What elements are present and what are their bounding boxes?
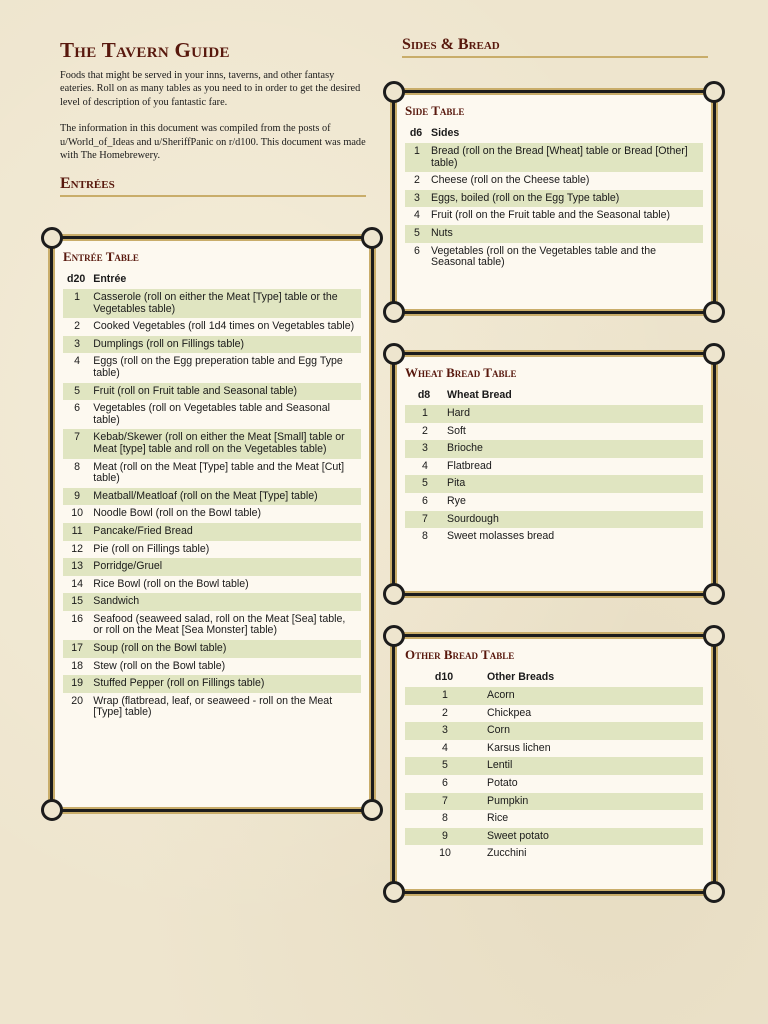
roll-result: Sweet potato xyxy=(483,828,703,846)
table-header-row xyxy=(405,668,703,687)
roll-result: Karsus lichen xyxy=(487,741,551,754)
table-row xyxy=(63,429,361,458)
roll-number: 1 xyxy=(405,687,483,705)
die-column-header: d20 xyxy=(67,273,86,285)
roll-result: Wrap (flatbread, leaf, or seaweed - roll on the Meat [Type] table) xyxy=(93,694,333,719)
roll-result: Hard xyxy=(443,405,703,423)
entree-table-title: Entrée Table xyxy=(63,249,139,264)
document-title: The Tavern Guide xyxy=(60,38,230,62)
table-row xyxy=(405,190,703,208)
roll-number: 7 xyxy=(405,511,443,529)
table-row xyxy=(63,505,361,523)
table-row xyxy=(405,810,703,828)
roll-number: 16 xyxy=(71,612,84,625)
roll-number: 20 xyxy=(71,694,84,707)
roll-result: Corn xyxy=(483,722,703,740)
roll-number: 14 xyxy=(71,577,84,590)
left-column xyxy=(60,38,366,197)
side-table xyxy=(405,124,703,272)
roll-result: Flatbread xyxy=(447,459,492,472)
frame-corner-ornament xyxy=(383,625,405,647)
die-column-header: d6 xyxy=(409,127,423,139)
roll-result: Bread (roll on the Bread [Wheat] table or Bread [Other] table) xyxy=(427,143,703,172)
roll-number: 18 xyxy=(71,659,84,672)
side-table-title: Side Table xyxy=(405,103,465,118)
roll-result: Rice xyxy=(487,812,509,825)
table-row xyxy=(405,423,703,441)
table-row xyxy=(405,493,703,511)
table-row xyxy=(405,243,703,272)
roll-number: 2 xyxy=(74,320,81,333)
roll-number: 5 xyxy=(405,757,483,775)
roll-result: Rice Bowl (roll on the Bowl table) xyxy=(93,577,249,590)
roll-number: 15 xyxy=(63,593,89,611)
roll-result: Pumpkin xyxy=(483,793,703,811)
roll-result: Eggs, boiled (roll on the Egg Type table) xyxy=(427,190,703,208)
wheat-bread-table-box xyxy=(392,352,716,596)
table-row xyxy=(405,225,703,243)
table-row xyxy=(63,611,361,640)
roll-number: 3 xyxy=(405,722,483,740)
roll-result: Kebab/Skewer (roll on either the Meat [Small] table or Meat [type] table and roll on the Vegetables table) xyxy=(89,429,361,458)
roll-number: 12 xyxy=(71,542,84,555)
roll-result: Pie (roll on Fillings table) xyxy=(93,542,210,555)
roll-result: Cheese (roll on the Cheese table) xyxy=(431,174,590,187)
table-row xyxy=(405,828,703,846)
table-header-row xyxy=(405,124,703,143)
roll-result: Potato xyxy=(487,776,518,789)
table-row xyxy=(63,558,361,576)
roll-result: Sandwich xyxy=(89,593,361,611)
roll-result: Chickpea xyxy=(487,706,532,719)
table-row xyxy=(63,488,361,506)
frame-corner-ornament xyxy=(383,881,405,903)
roll-number: 11 xyxy=(63,523,89,541)
roll-result: Stew (roll on the Bowl table) xyxy=(93,659,226,672)
roll-number: 6 xyxy=(442,776,448,789)
roll-number: 13 xyxy=(63,558,89,576)
roll-result: Soup (roll on the Bowl table) xyxy=(89,640,361,658)
roll-number: 3 xyxy=(405,190,427,208)
roll-result: Meatball/Meatloaf (roll on the Meat [Type] table) xyxy=(89,488,361,506)
roll-result: Pancake/Fried Bread xyxy=(89,523,361,541)
roll-result: Soft xyxy=(447,424,466,437)
table-row xyxy=(63,383,361,401)
table-row xyxy=(63,640,361,658)
roll-number: 1 xyxy=(405,405,443,423)
label-column-header: Wheat Bread xyxy=(447,389,512,401)
table-header-row xyxy=(63,270,361,289)
other-bread-table-box xyxy=(392,634,716,894)
table-row xyxy=(63,675,361,693)
roll-number: 6 xyxy=(74,402,81,415)
label-column-header: Other Breads xyxy=(487,671,555,683)
roll-result: Sweet molasses bread xyxy=(447,530,555,543)
table-row xyxy=(405,793,703,811)
roll-number: 10 xyxy=(71,507,84,520)
roll-number: 17 xyxy=(63,640,89,658)
roll-result: Stuffed Pepper (roll on Fillings table) xyxy=(89,675,361,693)
table-row xyxy=(63,593,361,611)
table-row xyxy=(405,207,703,225)
roll-result: Cooked Vegetables (roll 1d4 times on Vegetables table) xyxy=(93,320,355,333)
roll-result: Nuts xyxy=(427,225,703,243)
intro-paragraph-2: The information in this document was compiled from the posts of u/World_of_Ideas and u/SheriffPanic on r/d100. This document was made with The Homebrewery. xyxy=(60,123,366,162)
roll-number: 9 xyxy=(63,488,89,506)
roll-result: Dumplings (roll on Fillings table) xyxy=(89,336,361,354)
roll-result: Meat (roll on the Meat [Type] table and the Meat [Cut] table) xyxy=(93,460,345,485)
roll-number: 6 xyxy=(422,494,428,507)
roll-number: 9 xyxy=(405,828,483,846)
frame-corner-ornament xyxy=(361,799,383,821)
table-row xyxy=(405,172,703,190)
other-bread-table-title: Other Bread Table xyxy=(405,647,515,662)
roll-number: 8 xyxy=(74,460,81,473)
table-row xyxy=(405,722,703,740)
roll-number: 2 xyxy=(422,424,428,437)
frame-corner-ornament xyxy=(361,227,383,249)
roll-result: Casserole (roll on either the Meat [Type] table or the Vegetables table) xyxy=(89,289,361,318)
frame-corner-ornament xyxy=(703,625,725,647)
roll-number: 3 xyxy=(405,440,443,458)
side-table-box xyxy=(392,90,716,314)
roll-result: Lentil xyxy=(483,757,703,775)
roll-result: Porridge/Gruel xyxy=(89,558,361,576)
roll-number: 4 xyxy=(442,741,448,754)
table-row xyxy=(63,576,361,594)
right-column xyxy=(402,36,708,58)
roll-number: 1 xyxy=(63,289,89,318)
roll-number: 5 xyxy=(405,475,443,493)
roll-number: 6 xyxy=(414,244,420,257)
frame-corner-ornament xyxy=(383,301,405,323)
table-row xyxy=(405,845,703,863)
roll-result: Fruit (roll on the Fruit table and the Seasonal table) xyxy=(431,209,671,222)
roll-number: 5 xyxy=(63,383,89,401)
frame-corner-ornament xyxy=(383,583,405,605)
table-row xyxy=(63,336,361,354)
wheat-bread-table xyxy=(405,386,703,546)
frame-corner-ornament xyxy=(703,881,725,903)
roll-number: 2 xyxy=(414,174,420,187)
frame-corner-ornament xyxy=(41,799,63,821)
table-row xyxy=(63,353,361,382)
table-row xyxy=(63,658,361,676)
roll-number: 4 xyxy=(74,355,81,368)
roll-number: 1 xyxy=(405,143,427,172)
table-row xyxy=(405,143,703,172)
entree-table-box xyxy=(50,236,374,812)
roll-result: Sourdough xyxy=(443,511,703,529)
roll-result: Brioche xyxy=(443,440,703,458)
wheat-bread-table-title: Wheat Bread Table xyxy=(405,365,517,380)
table-row xyxy=(405,757,703,775)
table-row xyxy=(405,458,703,476)
other-bread-table xyxy=(405,668,703,863)
roll-result: Rye xyxy=(447,494,466,507)
table-row xyxy=(63,318,361,336)
roll-result: Eggs (roll on the Egg preperation table and Egg Type table) xyxy=(93,355,343,379)
die-column-header: d8 xyxy=(417,389,431,401)
roll-number: 5 xyxy=(405,225,427,243)
frame-corner-ornament xyxy=(703,81,725,103)
section-heading-entrees: Entrées xyxy=(60,175,366,197)
table-row xyxy=(63,523,361,541)
table-row xyxy=(63,289,361,318)
label-column-header: Sides xyxy=(431,127,460,139)
roll-result: Vegetables (roll on Vegetables table and Seasonal table) xyxy=(93,402,331,426)
table-row xyxy=(405,511,703,529)
frame-corner-ornament xyxy=(41,227,63,249)
table-row xyxy=(63,459,361,488)
table-row xyxy=(63,541,361,559)
frame-corner-ornament xyxy=(383,81,405,103)
roll-number: 19 xyxy=(63,675,89,693)
roll-number: 3 xyxy=(63,336,89,354)
roll-number: 7 xyxy=(63,429,89,458)
roll-number: 4 xyxy=(414,209,420,222)
section-heading-sides-bread: Sides & Bread xyxy=(402,36,708,58)
roll-result: Seafood (seaweed salad, roll on the Meat [Sea] table, or roll on the Meat [Sea Monster] table) xyxy=(93,612,346,637)
frame-corner-ornament xyxy=(383,343,405,365)
table-row xyxy=(405,775,703,793)
roll-number: 8 xyxy=(422,530,428,543)
label-column-header: Entrée xyxy=(93,273,127,285)
frame-corner-ornament xyxy=(703,301,725,323)
roll-number: 8 xyxy=(442,812,448,825)
table-row xyxy=(405,740,703,758)
frame-corner-ornament xyxy=(703,343,725,365)
table-header-row xyxy=(405,386,703,405)
frame-corner-ornament xyxy=(703,583,725,605)
roll-number: 4 xyxy=(422,459,428,472)
roll-result: Acorn xyxy=(483,687,703,705)
table-row xyxy=(405,440,703,458)
table-row xyxy=(405,687,703,705)
roll-number: 2 xyxy=(442,706,448,719)
roll-number: 10 xyxy=(439,847,451,860)
table-row xyxy=(405,705,703,723)
intro-paragraph-1: Foods that might be served in your inns, taverns, and other fantasy eateries. Roll on as many tables as you need to in order to get the desired level of description of you fantastic fare. xyxy=(60,70,361,108)
roll-number: 7 xyxy=(405,793,483,811)
table-row xyxy=(63,693,361,722)
roll-result: Noodle Bowl (roll on the Bowl table) xyxy=(93,507,262,520)
entree-table xyxy=(63,270,361,722)
roll-result: Fruit (roll on Fruit table and Seasonal table) xyxy=(89,383,361,401)
table-row xyxy=(405,528,703,546)
roll-result: Pita xyxy=(443,475,703,493)
roll-result: Zucchini xyxy=(487,847,527,860)
die-column-header: d10 xyxy=(434,671,454,683)
roll-result: Vegetables (roll on the Vegetables table and the Seasonal table) xyxy=(431,244,656,269)
table-row xyxy=(405,405,703,423)
table-row xyxy=(405,475,703,493)
table-row xyxy=(63,400,361,429)
